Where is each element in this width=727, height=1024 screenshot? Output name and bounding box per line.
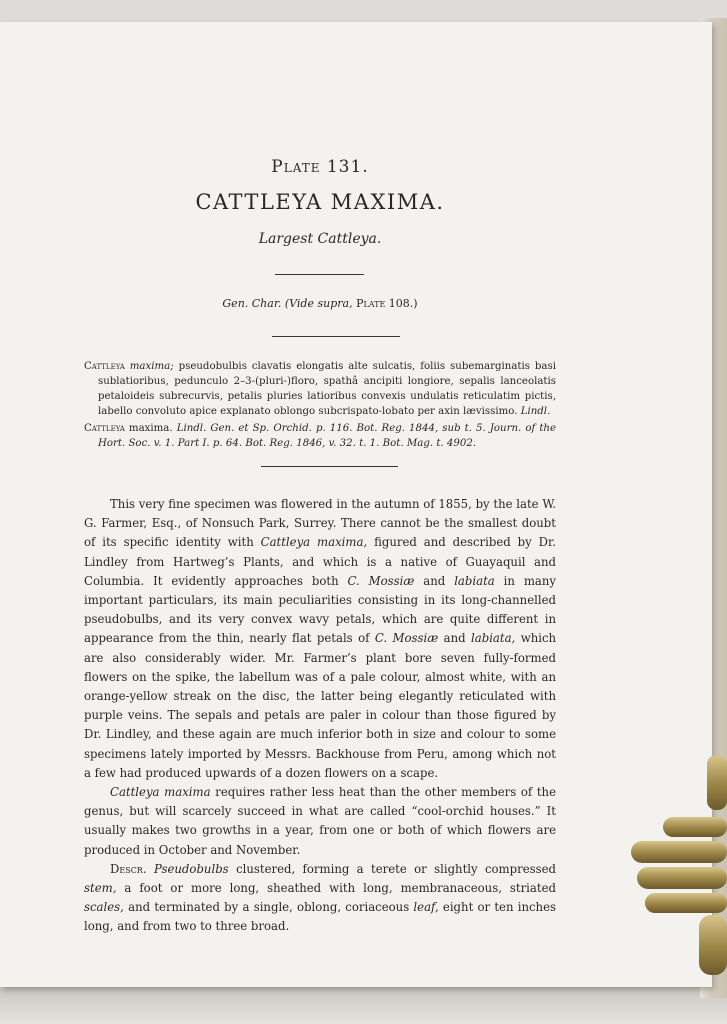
text-run: which are also considerably wider. Mr. Farmer’s plant bore seven fully-formed flowers on the spike, the labellum was of a pale colour, almost white, with an orange-yellow streak on the disc, the latter being elegantly reticulated with purple veins. The sepals and petals are paler in colour than those figured by Dr. Lindley, and these again are much inferior both in size and colour to some specimens lately imported by Messrs. Backhouse from Peru, among which not a few had produced upwards of a dozen flowers on a scape.: [84, 631, 557, 780]
brass-finger: [645, 893, 727, 913]
latin-synonymy: [84, 421, 556, 451]
latin-diagnosis-text: pseudobulbis clavatis elongatis alte sulcatis, foliis subemarginatis basi sublatioribus, pedunculo 2–3-(pluri-)floro, spathâ ancipiti longiore, sepalis lanceolatis petaloideis subrecurvis, petalis pluries latioribus convexis undulatis reticulatim pictis, labello convoluto apice explanato oblongo subcrispato-lobato per axin lævissimo.: [98, 361, 556, 417]
text-run-italic: C. Mossiæ: [347, 573, 415, 588]
text-run: and terminated by a single, oblong, coriaceous: [128, 900, 410, 915]
text-run: and: [423, 573, 446, 588]
common-name: Largest Cattleya.: [258, 231, 382, 247]
genus-character-line: [84, 297, 556, 310]
text-run: a foot or more long, sheathed with long, membranaceous, striated: [124, 881, 556, 896]
latin-description: [84, 359, 556, 451]
text-run-italic: Cattleya maxima: [110, 785, 211, 800]
body-text: [84, 495, 556, 937]
text-run: requires rather less heat than the other members of the genus, but will scarcely succeed in what are called “cool-orchid houses.” It usually makes two growths in a year, from one or both of which flowers are produced in October and November.: [84, 785, 556, 857]
divider-rule: [261, 466, 398, 467]
text-run-italic: Cattleya maxima,: [260, 535, 368, 550]
text-run: eight or ten inches long, and from two to three broad.: [84, 900, 556, 934]
gen-char-vide: (Vide supra,: [284, 297, 353, 310]
synonymy-species: maxima.: [128, 423, 173, 434]
gen-char-label: Gen. Char.: [222, 297, 282, 310]
body-paragraph: [84, 495, 556, 783]
synonymy-genus: Cattleya: [84, 423, 125, 434]
latin-species: maxima;: [129, 361, 174, 372]
brass-finger: [637, 867, 727, 889]
page-title: CATTLEYA MAXIMA.: [195, 190, 445, 214]
background-shadow: [0, 985, 727, 1024]
body-paragraph: [84, 860, 556, 937]
plate-number: Plate 131.: [271, 157, 369, 177]
text-run: in many important particulars, its main peculiarities consisting in its long-channelled pseudobulbs, and its very convex wavy petals, which are quite different in appearance from the thin, nearly flat petals of: [84, 573, 557, 646]
divider-rule: [275, 274, 364, 275]
brass-finger: [631, 841, 727, 863]
text-run-italic: Pseudobulbs: [153, 861, 229, 876]
text-run-italic: labiata: [454, 573, 495, 588]
brass-hand-page-holder: [629, 755, 727, 985]
text-run: figured and described by Dr. Lindley from Hartweg’s Plants, and which is a native of Guayaquil and Columbia. It evidently approaches both: [84, 535, 557, 588]
text-run-italic: leaf,: [413, 900, 439, 915]
body-paragraph: [84, 783, 556, 860]
brass-thumb: [707, 755, 727, 810]
brass-finger: [663, 817, 727, 837]
text-run: clustered, forming a terete or slightly compressed: [236, 861, 557, 876]
text-run-italic: C. Mossiæ: [374, 631, 439, 646]
synonymy-references: Lindl. Gen. et Sp. Orchid. p. 116. Bot. Reg. 1844, sub t. 5. Journ. of the Hort. Soc. v. 1. Part I. p. 64. Bot. Reg. 1846, v. 32. t. 1. Bot. Mag. t. 4902.: [98, 423, 556, 449]
text-run-italic: scales,: [84, 900, 124, 915]
divider-rule: [272, 336, 400, 337]
latin-genus: Cattleya: [84, 361, 125, 372]
book-page: [0, 22, 712, 987]
gen-char-plate-ref: Plate 108.): [356, 297, 418, 310]
text-run-italic: labiata,: [471, 631, 516, 646]
text-run-italic: stem,: [84, 881, 117, 896]
text-run: This very fine specimen was flowered in the autumn of 1855, by the late W. G. Farmer, Esq., of Nonsuch Park, Surrey. There cannot be the smallest doubt of its specific identity with: [84, 497, 556, 550]
text-run: and: [443, 631, 466, 646]
latin-authority: Lindl.: [520, 406, 551, 417]
text-run-smallcaps: Descr.: [110, 861, 147, 876]
latin-diagnosis: [84, 359, 556, 419]
brass-wrist: [699, 915, 727, 975]
